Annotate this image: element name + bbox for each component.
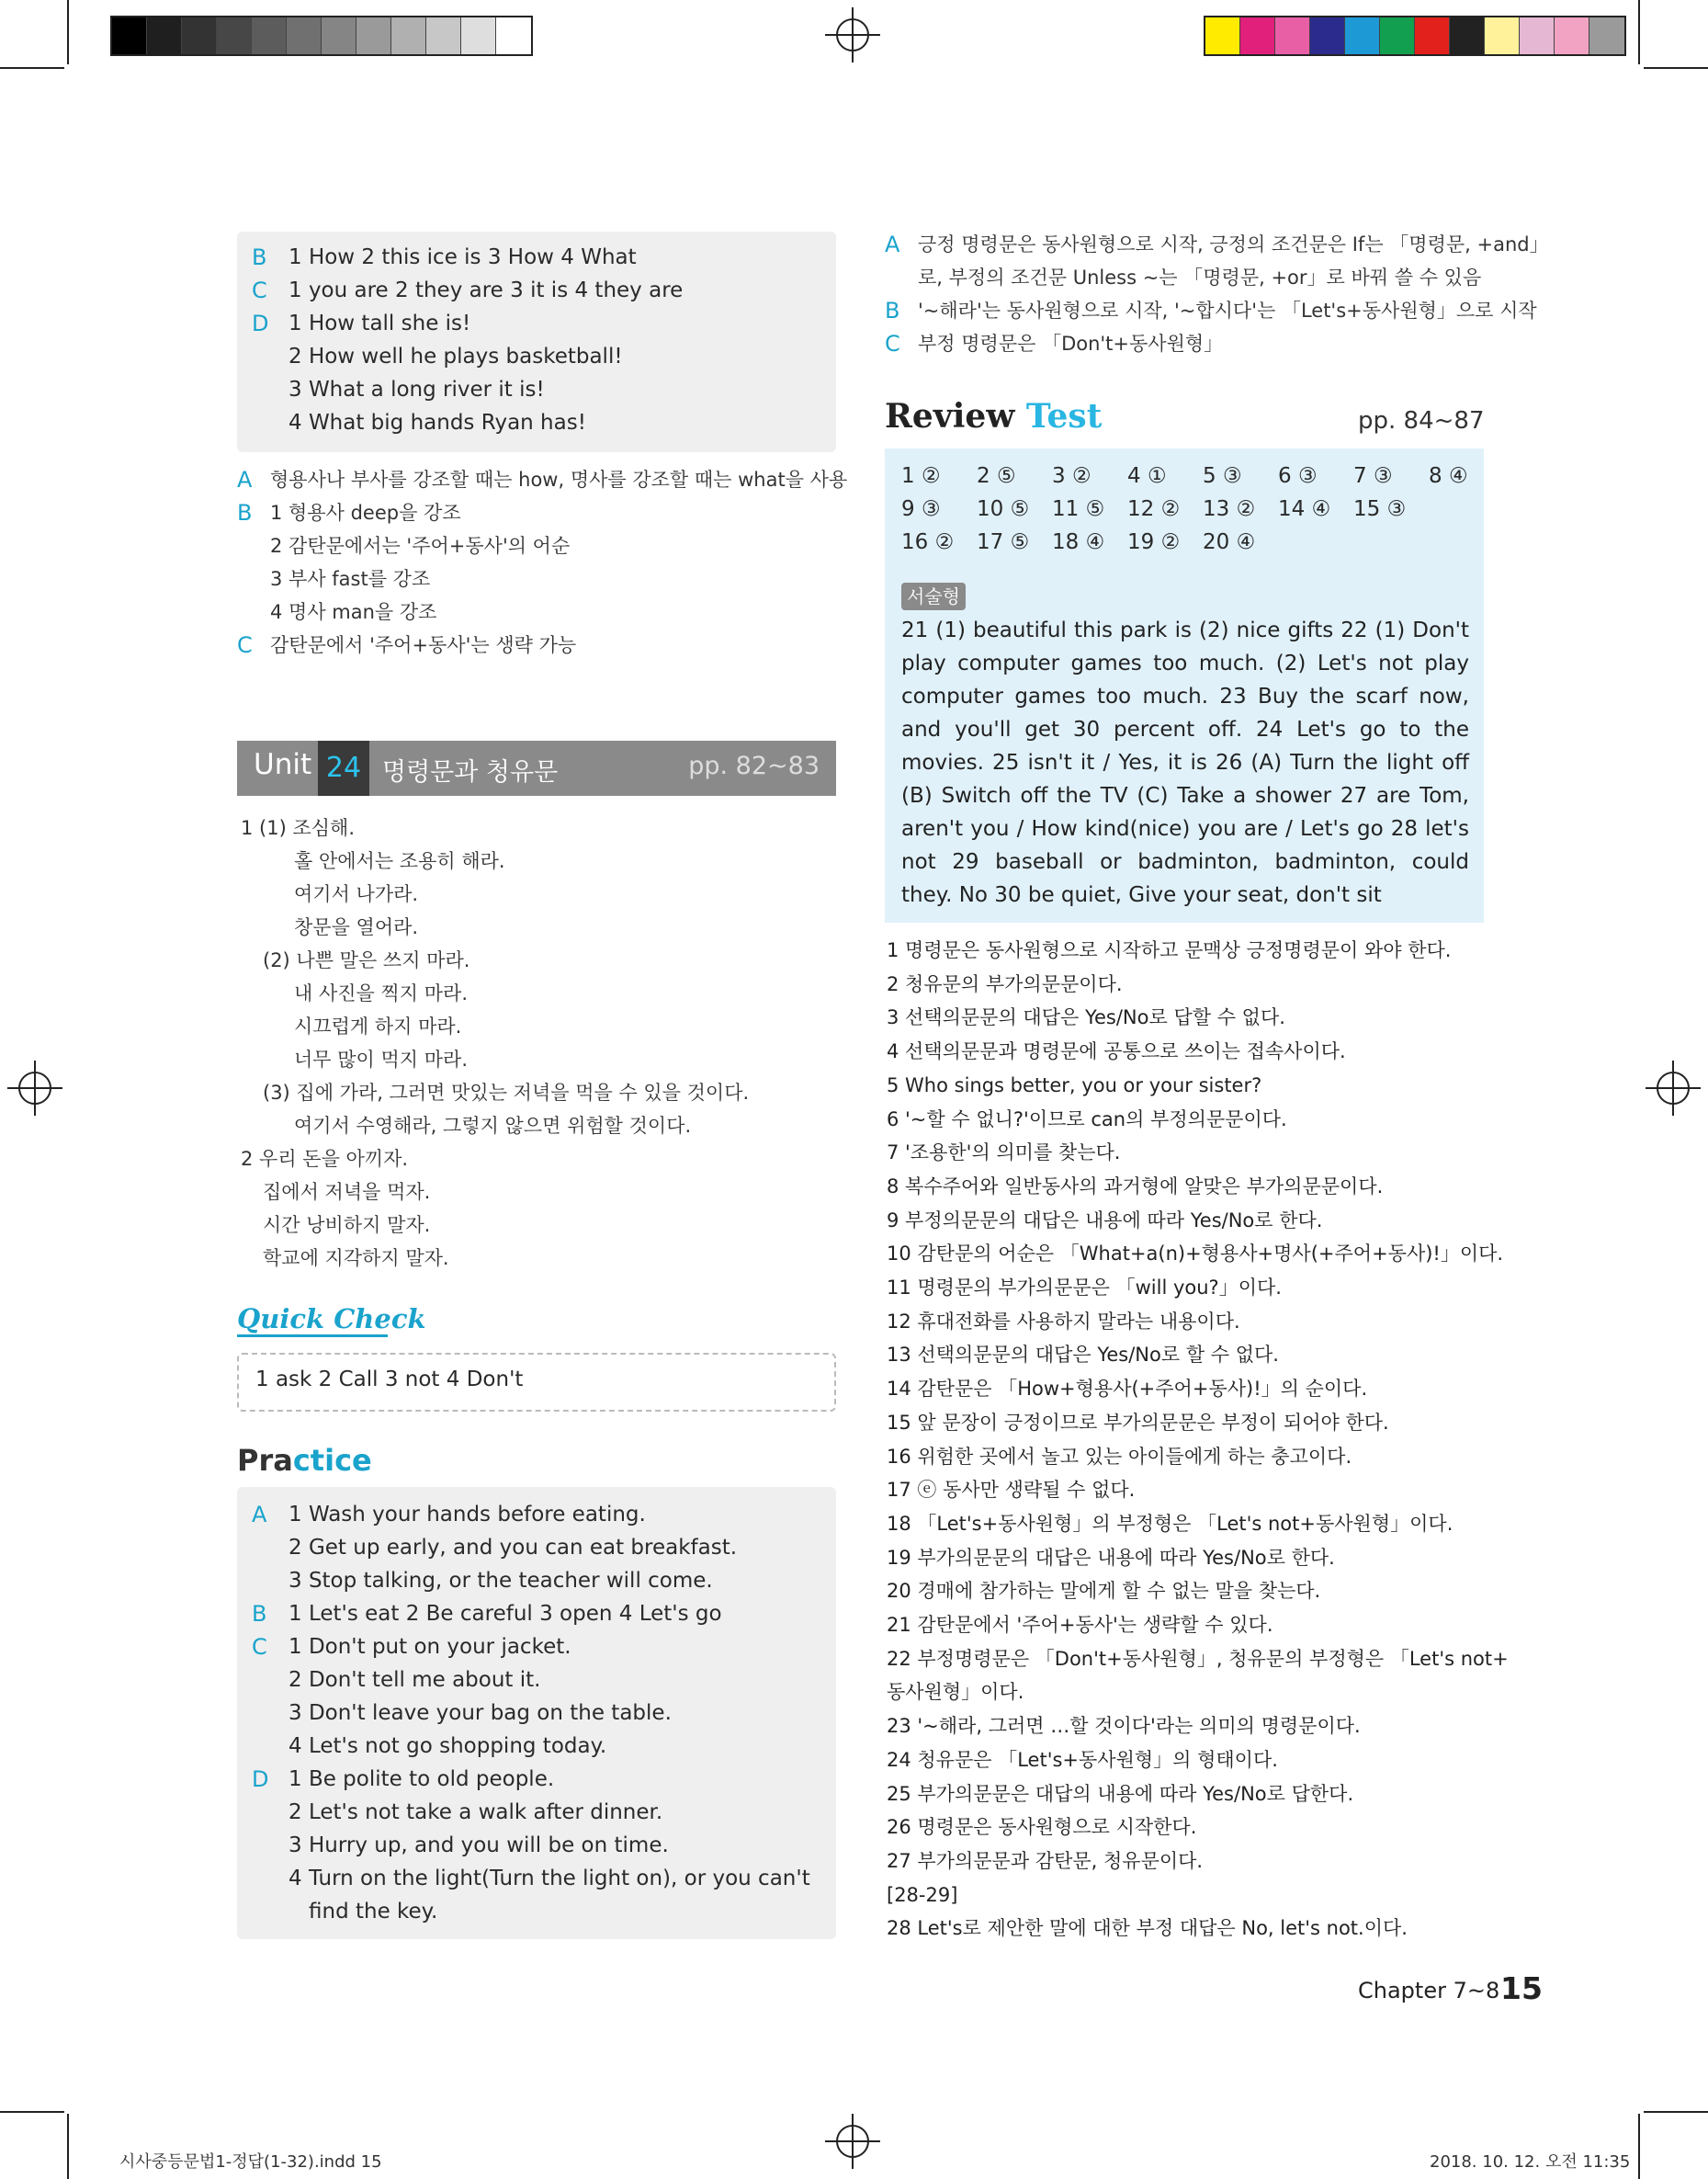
quick-check-box — [237, 1353, 836, 1412]
explanation-line: 23 '~해라, 그러면 …할 것이다'라는 의미의 명령문이다. — [887, 1715, 1361, 1738]
gray-swatch — [252, 17, 287, 54]
translation-line: 집에서 저녁을 먹자. — [263, 1181, 431, 1203]
practice-line: 2 Get up early, and you can eat breakfast. — [288, 1536, 738, 1560]
practice-line: find the key. — [309, 1900, 438, 1924]
answer-line: 4 명사 man을 강조 — [270, 601, 437, 623]
explanation-line: 9 부정의문문의 대답은 내용에 따라 Yes/No로 한다. — [887, 1209, 1323, 1231]
mc-answer: 6 ③ — [1278, 464, 1318, 488]
explanation-line: 4 선택의문문과 명령문에 공통으로 쓰이는 접속사이다. — [887, 1040, 1346, 1063]
review-title-part-2: Test — [1025, 397, 1103, 436]
gray-swatch — [461, 17, 496, 54]
explanation-line: 12 휴대전화를 사용하지 말라는 내용이다. — [887, 1310, 1240, 1333]
crop-mark — [67, 2114, 69, 2179]
color-swatch — [1555, 17, 1589, 54]
practice-line: 3 Stop talking, or the teacher will come. — [288, 1569, 713, 1593]
section-label: A — [237, 467, 253, 493]
gray-swatch — [287, 17, 322, 54]
unit-title: 명령문과 청유문 — [382, 758, 559, 787]
mc-answer: 13 ② — [1203, 497, 1256, 521]
crop-mark — [1644, 67, 1708, 69]
explanation-line: 28 Let's로 제안한 말에 대한 부정 대답은 No, let's not.이다. — [887, 1917, 1408, 1940]
gray-swatch — [426, 17, 461, 54]
gray-swatch — [217, 17, 252, 54]
registration-mark — [825, 2114, 880, 2169]
mc-answer: 2 ⑤ — [977, 464, 1016, 488]
section-label: B — [885, 298, 900, 323]
explanation-line: 6 '~할 수 없니?'이므로 can의 부정의문문이다. — [887, 1107, 1287, 1130]
practice-line: 1 Be polite to old people. — [288, 1767, 555, 1791]
practice-title-part-2: ctice — [292, 1443, 372, 1478]
practice-line: 3 Don't leave your bag on the table. — [288, 1701, 672, 1725]
translation-line: 너무 많이 먹지 마라. — [294, 1049, 468, 1071]
color-swatch — [1345, 17, 1380, 54]
mc-answer: 17 ⑤ — [977, 530, 1030, 554]
gray-swatch — [322, 17, 356, 54]
answer-line: 4 What big hands Ryan has! — [288, 411, 586, 435]
practice-line: 2 Don't tell me about it. — [288, 1668, 541, 1692]
mc-answer: 9 ③ — [901, 497, 941, 521]
gray-swatch — [391, 17, 426, 54]
answer-line: 3 부사 fast를 강조 — [270, 568, 431, 590]
explanation-line: 2 청유문의 부가의문문이다. — [887, 972, 1123, 995]
color-swatch — [1485, 17, 1520, 54]
explanation-line: 26 명령문은 동사원형으로 시작한다. — [887, 1816, 1197, 1839]
explanation-line: 15 앞 문장이 긍정이므로 부가의문문은 부정이 되어야 한다. — [887, 1411, 1389, 1434]
section-label: D — [252, 1766, 269, 1792]
translation-line: 창문을 열어라. — [294, 916, 419, 938]
answer-line: 1 형용사 deep을 강조 — [270, 502, 461, 524]
essay-answers: 21 (1) beautiful this park is (2) nice gifts 22 (1) Don't play computer games too much. (2) Let's not play computer games too much. 23 Buy the scarf now, and you'll get 30 percent off. 24 Let's go to the movies. 25 isn't it / Yes, it is 26 (A) Turn the light off (B) Switch off the TV (C) Take a shower 27 are Tom, aren't you / How kind(nice) you are / Let's go 28 let's not 29 baseball or badminton, badminton, could they. No 30 be quiet, Give your seat, don't sit — [901, 619, 1469, 907]
gray-swatch — [182, 17, 217, 54]
answer-line: 부정 명령문은 「Don't+동사원형」 — [918, 333, 1224, 355]
crop-mark — [0, 2111, 64, 2113]
section-label: B — [237, 500, 253, 526]
translation-line: 여기서 나가라. — [294, 883, 419, 905]
quick-check-answers: 1 ask 2 Call 3 not 4 Don't — [255, 1368, 524, 1391]
answer-line: 3 What a long river it is! — [288, 378, 545, 402]
answer-line: 2 How well he plays basketball! — [288, 345, 623, 369]
section-label: A — [885, 232, 900, 257]
section-label: C — [252, 278, 267, 303]
answer-line: '~해라'는 동사원형으로 시작, '~합시다'는 「Let's+동사원형」으로 시작 — [918, 300, 1537, 322]
explanation-line: 1 명령문은 동사원형으로 시작하고 문맥상 긍정명령문이 와야 한다. — [887, 939, 1452, 961]
page-number: 15 — [1500, 1970, 1543, 2006]
explanation-line: 17 ⓔ 동사만 생략될 수 없다. — [887, 1479, 1136, 1502]
quick-check-underline — [237, 1334, 388, 1337]
gray-swatch — [356, 17, 391, 54]
section-label: C — [252, 1634, 267, 1660]
mc-answer: 20 ④ — [1203, 530, 1256, 554]
answer-line: 감탄문에서 '주어+동사'는 생략 가능 — [270, 634, 577, 656]
chapter-label: Chapter 7~8 — [1358, 1978, 1500, 2003]
practice-line: 2 Let's not take a walk after dinner. — [288, 1800, 663, 1824]
section-label: B — [252, 244, 267, 270]
practice-line: 1 Don't put on your jacket. — [288, 1635, 571, 1659]
color-swatch-bar — [1204, 16, 1626, 56]
answer-line: 로, 부정의 조건문 Unless ~는 「명령문, +or」로 바꿔 쓸 수 있음 — [918, 267, 1482, 289]
unit-word: Unit — [254, 748, 312, 781]
registration-mark — [7, 1061, 62, 1116]
explanation-line: 10 감탄문의 어순은 「What+a(n)+형용사+명사(+주어+동사)!」이다. — [887, 1243, 1504, 1265]
registration-mark — [825, 7, 880, 62]
explanation-line: 21 감탄문에서 '주어+동사'는 생략할 수 있다. — [887, 1614, 1273, 1636]
color-swatch — [1415, 17, 1450, 54]
color-swatch — [1450, 17, 1485, 54]
explanation-line: 24 청유문은 「Let's+동사원형」의 형태이다. — [887, 1748, 1278, 1771]
mc-answer: 19 ② — [1127, 530, 1181, 554]
explanation-line: 14 감탄문은 「How+형용사(+주어+동사)!」의 순이다. — [887, 1378, 1368, 1401]
crop-mark — [1638, 0, 1640, 64]
color-swatch — [1310, 17, 1345, 54]
practice-title-part-1: Pra — [237, 1443, 293, 1478]
practice-line: 1 Let's eat 2 Be careful 3 open 4 Let's go — [288, 1602, 722, 1626]
mc-answer: 14 ④ — [1278, 497, 1331, 521]
translation-line: 내 사진을 찍지 마라. — [294, 982, 468, 1004]
mc-answer: 7 ③ — [1353, 464, 1393, 488]
mc-answer: 1 ② — [901, 464, 941, 488]
explanation-line: 16 위험한 곳에서 놀고 있는 아이들에게 하는 충고이다. — [887, 1445, 1352, 1468]
translation-line: 홀 안에서는 조용히 해라. — [294, 850, 505, 872]
quick-check-title: Quick Check — [237, 1303, 426, 1334]
gray-swatch — [496, 17, 531, 54]
answer-line: 1 How 2 this ice is 3 How 4 What — [288, 245, 637, 269]
answer-line: 형용사나 부사를 강조할 때는 how, 명사를 강조할 때는 what을 사용 — [270, 469, 848, 491]
explanation-line: 7 '조용한'의 의미를 찾는다. — [887, 1141, 1121, 1164]
unit-header — [237, 741, 836, 796]
answer-line: 2 감탄문에서는 '주어+동사'의 어순 — [270, 535, 571, 557]
explanation-line: 22 부정명령문은 「Don't+동사원형」, 청유문의 부정형은 「Let's not+ — [887, 1647, 1509, 1670]
color-swatch — [1380, 17, 1415, 54]
translation-line: 시간 낭비하지 말자. — [263, 1214, 431, 1236]
mc-answer: 15 ③ — [1353, 497, 1407, 521]
explanation-line: 13 선택의문문의 대답은 Yes/No로 할 수 없다. — [887, 1344, 1279, 1367]
crop-mark — [1644, 2111, 1708, 2113]
review-test-title — [885, 397, 1102, 436]
mc-answer: 18 ④ — [1052, 530, 1105, 554]
mc-answer: 12 ② — [1127, 497, 1181, 521]
crop-mark — [1638, 2114, 1640, 2179]
explanation-line: 동사원형」이다. — [887, 1681, 1024, 1704]
practice-line: 4 Let's not go shopping today. — [288, 1734, 607, 1758]
mc-answer: 11 ⑤ — [1052, 497, 1105, 521]
color-swatch — [1205, 17, 1240, 54]
explanation-line: 25 부가의문문은 대답의 내용에 따라 Yes/No로 답한다. — [887, 1782, 1354, 1805]
review-test-pages: pp. 84~87 — [1358, 407, 1485, 435]
translation-line: 시끄럽게 하지 마라. — [294, 1016, 462, 1038]
section-label: A — [252, 1502, 267, 1527]
mc-answer: 3 ② — [1052, 464, 1092, 488]
gray-swatch — [147, 17, 182, 54]
mc-answer: 4 ① — [1127, 464, 1167, 488]
practice-line: 4 Turn on the light(Turn the light on), or you can't — [288, 1867, 810, 1890]
translation-line: 2 우리 돈을 아끼자. — [241, 1148, 409, 1170]
answer-line: 1 you are 2 they are 3 it is 4 they are — [288, 278, 684, 302]
answer-line: 1 How tall she is! — [288, 312, 471, 335]
practice-title — [237, 1443, 372, 1478]
color-swatch — [1240, 17, 1275, 54]
registration-mark — [1646, 1061, 1701, 1116]
explanation-line: 20 경매에 참가하는 말에게 할 수 없는 말을 찾는다. — [887, 1580, 1321, 1603]
gray-swatch — [112, 17, 147, 54]
explanation-line: 18 「Let's+동사원형」의 부정형은 「Let's not+동사원형」이다. — [887, 1512, 1453, 1535]
essay-badge: 서술형 — [901, 583, 966, 610]
explanation-line: 11 명령문의 부가의문문은 「will you?」이다. — [887, 1277, 1282, 1299]
section-label: C — [885, 331, 900, 357]
print-date: 2018. 10. 12. 오전 11:35 — [1430, 2152, 1631, 2172]
practice-line: 3 Hurry up, and you will be on time. — [288, 1833, 669, 1857]
explanation-line: 3 선택의문문의 대답은 Yes/No로 답할 수 없다. — [887, 1006, 1285, 1029]
translation-line: (2) 나쁜 말은 쓰지 마라. — [263, 949, 470, 971]
file-slug: 시사중등문법1-정답(1-32).indd 15 — [119, 2152, 382, 2172]
explanation-line: 27 부가의문문과 감탄문, 청유문이다. — [887, 1849, 1204, 1872]
explanation-line: [28-29] — [887, 1883, 958, 1906]
explanation-line: 5 Who sings better, you or your sister? — [887, 1073, 1262, 1096]
section-label: D — [252, 311, 269, 336]
color-swatch — [1520, 17, 1555, 54]
mc-answer: 10 ⑤ — [977, 497, 1030, 521]
grayscale-swatch-bar — [110, 16, 533, 56]
explanation-line: 19 부가의문문의 대답은 내용에 따라 Yes/No로 한다. — [887, 1546, 1335, 1569]
unit-pages: pp. 82~83 — [688, 752, 820, 780]
translation-line: (3) 집에 가라, 그러면 맛있는 저녁을 먹을 수 있을 것이다. — [263, 1082, 750, 1104]
translation-line: 여기서 수영해라, 그렇지 않으면 위험할 것이다. — [294, 1115, 692, 1137]
mc-answer: 8 ④ — [1429, 464, 1468, 488]
translation-line: 1 (1) 조심해. — [241, 817, 355, 839]
practice-line: 1 Wash your hands before eating. — [288, 1503, 646, 1526]
unit-number: 24 — [318, 741, 369, 796]
crop-mark — [67, 0, 69, 64]
crop-mark — [0, 67, 64, 69]
explanation-line: 8 복수주어와 일반동사의 과거형에 알맞은 부가의문문이다. — [887, 1175, 1384, 1197]
section-label: C — [237, 632, 253, 658]
mc-answer: 16 ② — [901, 530, 955, 554]
color-swatch — [1275, 17, 1310, 54]
answer-line: 긍정 명령문은 동사원형으로 시작, 긍정의 조건문은 If는 「명령문, +and」 — [918, 233, 1549, 255]
translation-line: 학교에 지각하지 말자. — [263, 1247, 449, 1269]
mc-answer: 5 ③ — [1203, 464, 1242, 488]
section-label: B — [252, 1601, 267, 1627]
color-swatch — [1589, 17, 1624, 54]
review-title-part-1: Review — [885, 397, 1015, 436]
